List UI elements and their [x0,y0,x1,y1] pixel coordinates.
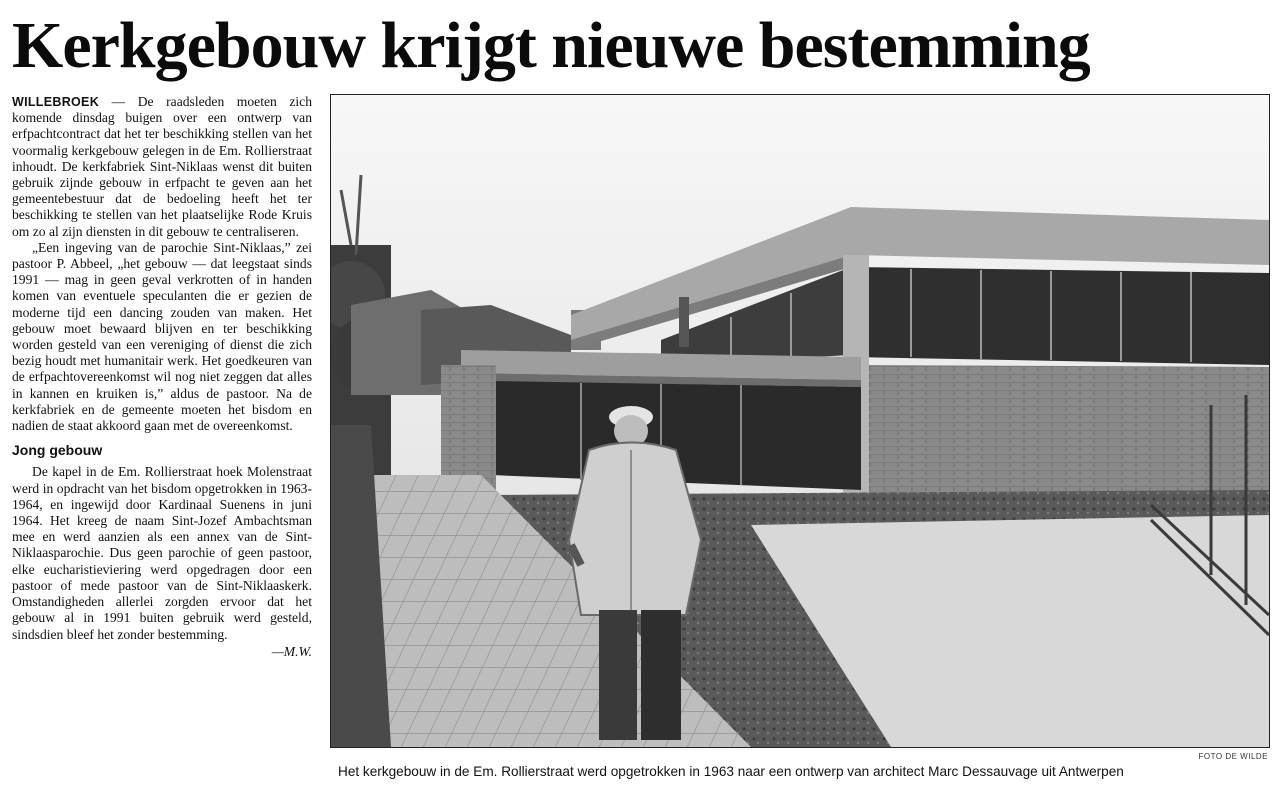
article-paragraph-2: „Een ingeving van de parochie Sint-Niklaas,” zei pastoor P. Abbeel, „het gebouw — dat leegstaat sinds 1991 — mag in geen geval verkrotten of in handen komen van eventuele speculanten die er gezien de moderne tijd een dancing zouden van maken. Het gebouw moet bewaard blijven en ter beschikking worden gesteld van een vereniging of dienst die zich bezig houdt met humanitair werk. Het goedkeuren van de erfpachtovereenkomst wil nog niet zeggen dat alles in kannen en kruiken is,” aldus de pastoor. Na de kerkfabriek en de gemeente moeten het bisdom en nadien de staat akkoord gaan met de overeenkomst. [12,239,312,434]
article-paragraph-1-text: De raadsleden moeten zich komende dinsdag buigen over een ontwerp van erfpachtcontract dat het ter beschikking stellen van het voormalig kerkgebouw gelegen in de Em. Rollierstraat inhoudt. De kerkfabriek Sint-Niklaas wenst dit buiten gebruik zijnde gebouw in erfpacht te geven aan het gemeentebestuur dat de bedoeling heeft het ter beschikking te stellen van het plaatselijke Rode Kruis om zo al zijn diensten in dit gebouw te centraliseren. [12,94,313,239]
byline: —M.W. [271,643,312,659]
dateline: WILLEBROEK [12,95,100,109]
photo-credit: FOTO DE WILDE [1198,752,1268,761]
photo-illustration [331,95,1269,747]
article-column [12,94,312,660]
article-paragraph-1 [12,94,312,240]
subheading: Jong gebouw [12,442,103,459]
news-photo [330,94,1270,748]
headline: Kerkgebouw krijgt nieuwe bestemming [12,9,1090,82]
photo-caption: Het kerkgebouw in de Em. Rollierstraat werd opgetrokken in 1963 naar een ontwerp van architect Marc Dessauvage uit Antwerpen [338,764,1124,779]
dateline-separator: — [99,94,138,109]
article-paragraph-3: De kapel in de Em. Rollierstraat hoek Molenstraat werd in opdracht van het bisdom opgetrokken in 1963-1964, en ingewijd door Kardinaal Suenens in juni 1964. Het kreeg de naam Sint-Jozef Ambachtsman mee en werd aanzien als een annex van de Sint-Niklaasparochie. Dus geen parochie of geen pastoor, elke eucharistieviering werd opgedragen door een pastoor of mede pastoor van de Sint-Niklaaskerk. Omstandigheden allerlei zorgden ervoor dat het gebouw al in 1991 buiten gebruik werd gesteld, sindsdien bleef het zonder bestemming. [12,464,312,642]
